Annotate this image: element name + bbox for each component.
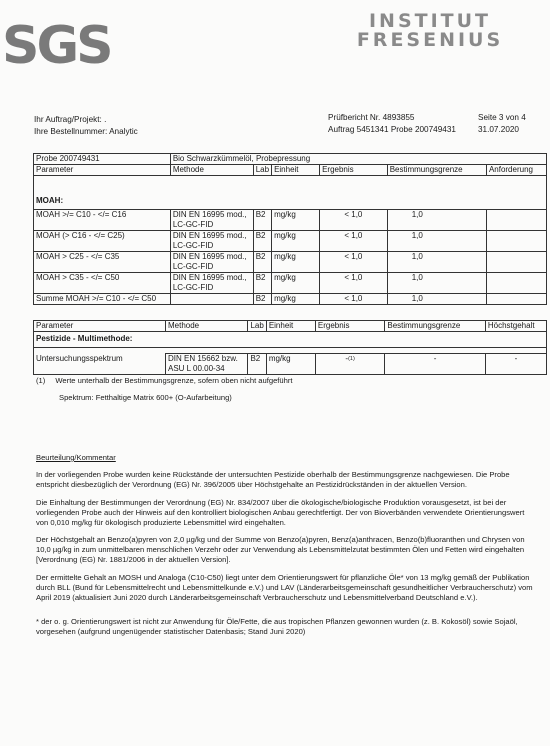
- method-line: LC-GC-FID: [172, 220, 214, 229]
- param-cell: Untersuchungsspektrum: [34, 354, 166, 375]
- moah-results-table: [33, 153, 547, 305]
- sample-id: Probe 200749431: [34, 154, 171, 165]
- requirement-cell: [486, 231, 546, 252]
- lab-cell: B2: [253, 294, 271, 305]
- comment-paragraph: Der ermittelte Gehalt an MOSH und Analoga (C10-C50) liegt unter dem Orientierungswert für pflanzliche Öle* von 13 mg/kg gemäß der Publikation durch BLL (Bund für Lebensmittelrecht und Lebensmittelkunde e.V.) und LAV (Länderarbeitsgemeinschaft gesundheitlicher Verbraucherschutz) vom April 2019 (aktualisiert Juni 2020 durch Länderarbeitsgemeinschaft Verbraucherschutz und Lebensmittelverband Deutschland e.V.).: [36, 573, 533, 602]
- col-header: Ergebnis: [320, 165, 388, 176]
- table-header-row: [34, 165, 547, 176]
- requirement-cell: [486, 273, 546, 294]
- limit-cell: -: [385, 354, 486, 375]
- method-cell: [170, 252, 253, 273]
- unit-cell: mg/kg: [272, 231, 320, 252]
- footnote-ref: (1): [348, 356, 355, 362]
- bestell-label: Ihre Bestellnummer: Analytic: [34, 127, 138, 136]
- auftrag-label: Ihr Auftrag/Projekt: .: [34, 115, 107, 124]
- method-line: DIN EN 16995 mod.,: [172, 231, 247, 240]
- col-header: Ergebnis: [315, 321, 384, 332]
- table-header-row: [34, 321, 547, 332]
- table-row: [34, 252, 547, 273]
- method-line: LC-GC-FID: [172, 283, 214, 292]
- spacer-row: [34, 176, 547, 195]
- param-cell: MOAH >/= C10 - </= C16: [34, 210, 171, 231]
- col-header: Höchstgehalt: [485, 321, 546, 332]
- result-cell: [315, 354, 384, 375]
- col-header: Lab: [248, 321, 266, 332]
- col-header: Bestimmungsgrenze: [387, 165, 486, 176]
- result-cell: < 1,0: [320, 294, 388, 305]
- col-header: Methode: [165, 321, 247, 332]
- col-header: Methode: [170, 165, 253, 176]
- method-line: LC-GC-FID: [172, 241, 214, 250]
- result-cell: < 1,0: [320, 231, 388, 252]
- pruefbericht-number: Prüfbericht Nr. 4893855: [328, 113, 415, 122]
- section-row: [34, 194, 547, 210]
- limit-cell: 1,0: [387, 210, 486, 231]
- sgs-logo: SGS: [2, 16, 111, 76]
- result-cell: < 1,0: [320, 273, 388, 294]
- comment-paragraph: * der o. g. Orientierungswert ist nicht zur Anwendung für Öle/Fette, die aus tropischen Pflanzen gewonnen wurden (z. B. Kokosöl) sowie Sojaöl, vorgesehen (aufgrund ungenügender statistischer Datenbasis; Stand Juni 2020): [36, 617, 518, 636]
- col-header: Einheit: [272, 165, 320, 176]
- limit-cell: 1,0: [387, 231, 486, 252]
- unit-cell: mg/kg: [272, 252, 320, 273]
- lab-cell: B2: [253, 210, 271, 231]
- lab-cell: B2: [253, 252, 271, 273]
- col-header: Einheit: [266, 321, 315, 332]
- max-cell: -: [485, 354, 546, 375]
- footnote-text: Werte unterhalb der Bestimmungsgrenze, sofern oben nicht aufgeführt: [55, 376, 293, 385]
- result-cell: < 1,0: [320, 252, 388, 273]
- method-line: DIN EN 16995 mod.,: [172, 252, 247, 261]
- lab-cell: B2: [253, 273, 271, 294]
- comment-paragraph: In der vorliegenden Probe wurden keine Rückstände der untersuchten Pestizide oberhalb der Bestimmungsgrenze nachgewiesen. Die Probe entspricht diesbezüglich der Verordnung (EG) Nr. 396/2005 über Höchstgehalte an Pestizidrückständen in der aktuellen Version.: [36, 470, 510, 489]
- requirement-cell: [486, 294, 546, 305]
- limit-cell: 1,0: [387, 252, 486, 273]
- method-cell: [170, 294, 253, 305]
- comment-paragraph: Die Einhaltung der Bestimmungen der Verordnung (EG) Nr. 834/2007 über die ökologische/biologische Produktion vorausgesetzt, ist bei der vorliegenden Probe auch der Hinweis auf den kontrolliert biologischen Anbau gerechtfertigt. Der von Bioverbänden verwendete Orientierungswert von 0,010 mg/kg für ökologisch produzierte Lebensmittel wird eingehalten.: [36, 498, 525, 527]
- limit-cell: 1,0: [387, 294, 486, 305]
- method-cell: [170, 273, 253, 294]
- col-header: Parameter: [34, 165, 171, 176]
- requirement-cell: [486, 252, 546, 273]
- unit-cell: mg/kg: [272, 294, 320, 305]
- spectrum-note: Spektrum: Fetthaltige Matrix 600+ (O-Aufarbeitung): [59, 393, 232, 402]
- table-row: [34, 231, 547, 252]
- section-title: Pestizide - Multimethode:: [34, 332, 547, 348]
- page-number: Seite 3 von 4: [478, 113, 526, 122]
- section-title: MOAH:: [34, 194, 547, 210]
- method-cell: [170, 210, 253, 231]
- sample-name: Bio Schwarzkümmelöl, Probepressung: [170, 154, 546, 165]
- method-cell: [170, 231, 253, 252]
- col-header: Lab: [253, 165, 271, 176]
- table-row: [34, 354, 547, 375]
- method-cell: [165, 354, 247, 375]
- order-info: [34, 114, 138, 138]
- col-header: Parameter: [34, 321, 166, 332]
- table-row: [34, 210, 547, 231]
- col-header: Bestimmungsgrenze: [385, 321, 486, 332]
- report-date: 31.07.2020: [478, 125, 519, 134]
- method-line: DIN EN 16995 mod.,: [172, 273, 247, 282]
- result-cell: < 1,0: [320, 210, 388, 231]
- sample-row: [34, 154, 547, 165]
- param-cell: MOAH > C25 - </= C35: [34, 252, 171, 273]
- footnote: [36, 376, 293, 386]
- method-line: DIN EN 15662 bzw.: [167, 354, 238, 363]
- comment-paragraph: Der Höchstgehalt an Benzo(a)pyren von 2,0 µg/kg und der Summe von Benzo(a)pyren, Benz(a)anthracen, Benzo(b)fluoranthen und Chrysen von 10,0 µg/kg in zum unmittelbaren menschlichen Verzehr oder zur Verwendung als Lebensmittelzutat bestimmten Ölen und Fetten wird eingehalten [Verordnung (EG) Nr. 1881/2006 in der aktuellen Version].: [36, 535, 525, 564]
- method-line: DIN EN 16995 mod.,: [172, 210, 247, 219]
- lab-cell: B2: [248, 354, 266, 375]
- pesticide-results-table: [33, 320, 547, 375]
- requirement-cell: [486, 210, 546, 231]
- page-info: [478, 112, 526, 136]
- footnote-marker: (1): [36, 376, 46, 385]
- fresenius-logo-line1: INSTITUT: [368, 10, 492, 32]
- col-header: Anforderung: [486, 165, 546, 176]
- unit-cell: mg/kg: [272, 273, 320, 294]
- unit-cell: mg/kg: [266, 354, 315, 375]
- section-row: [34, 332, 547, 348]
- param-cell: MOAH (> C16 - </= C25): [34, 231, 171, 252]
- method-line: LC-GC-FID: [172, 262, 214, 271]
- comment-heading: Beurteilung/Kommentar: [36, 453, 116, 462]
- method-line: ASU L 00.00-34: [167, 364, 225, 373]
- param-cell: Summe MOAH >/= C10 - </= C50: [34, 294, 171, 305]
- unit-cell: mg/kg: [272, 210, 320, 231]
- fresenius-logo-line2: FRESENIUS: [356, 29, 504, 52]
- table-row: [34, 273, 547, 294]
- report-info: [328, 112, 456, 136]
- auftrag-probe: Auftrag 5451341 Probe 200749431: [328, 125, 456, 134]
- table-row: [34, 294, 547, 305]
- limit-cell: 1,0: [387, 273, 486, 294]
- lab-cell: B2: [253, 231, 271, 252]
- param-cell: MOAH > C35 - </= C50: [34, 273, 171, 294]
- result-value: -: [345, 354, 349, 363]
- fresenius-logo: [350, 12, 510, 51]
